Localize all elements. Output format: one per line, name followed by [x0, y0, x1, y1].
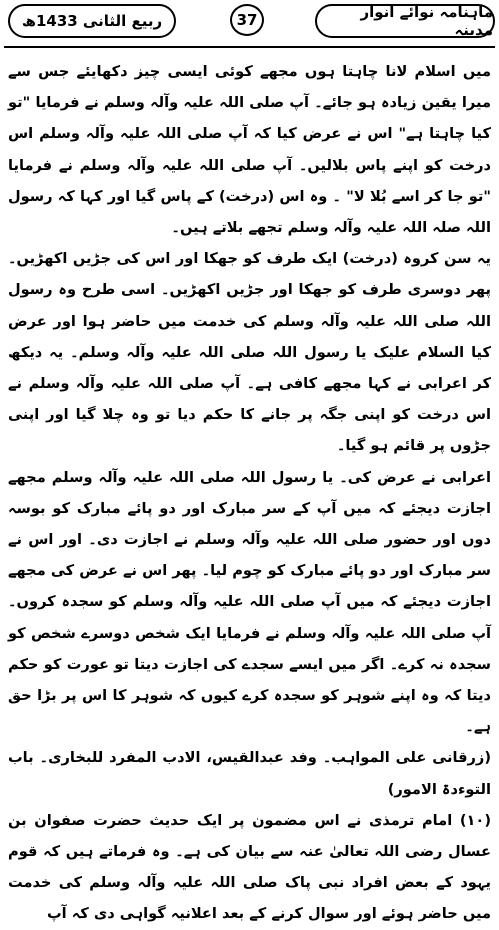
magazine-title: ماہنامہ نوائے انوار مدینہ [315, 4, 495, 38]
paragraph-2: یہ سن کروہ (درخت) ایک طرف کو جھکا اور اس کی جڑیں اکھڑیں۔ پھر دوسری طرف کو جھکا اور جڑیں اکھڑیں۔ اسی طرح وہ رسول اللہ صلی اللہ علیہ وآلہ وسلم کی خدمت میں حاضر ہوا اور عرض کیا السلام علیک یا رسول اللہ صلی اللہ علیہ وآلہ وسلم۔ یہ دیکھ کر اعرابی نے کہا مجھے کافی ہے۔ آپ صلی اللہ علیہ وآلہ وسلم نے اس درخت کو اپنی جگہ پر جانے کا حکم دیا تو وہ چلا گیا اور اپنی جڑوں پر قائم ہو گیا۔ [8, 250, 491, 455]
article-body [8, 56, 491, 930]
header-divider [4, 46, 495, 48]
paragraph-3: اعرابی نے عرض کی۔ یا رسول اللہ صلی اللہ علیہ وآلہ وسلم مجھے اجازت دیجئے کہ میں آپ کے سر مبارک اور دو پائے مبارک کو بوسہ دوں اور حضور صلی اللہ علیہ وآلہ وسلم نے اجازت دی۔ اور اس نے سر مبارک اور دو پائے مبارک کو چوم لیا۔ پھر اس نے عرض کی مجھے اجازت دیجئے کہ میں آپ صلی اللہ علیہ وآلہ وسلم کو سجدہ کروں۔ آپ صلی اللہ علیہ وآلہ وسلم نے فرمایا ایک شخص دوسرے شخص کو سجدہ نہ کرے۔ اگر میں ایسے سجدے کی اجازت دیتا تو عورت کو حکم دیتا کہ وہ اپنے شوہر کو سجدہ کرے کیوں کہ شوہر کا اس پر بڑا حق ہے۔ [8, 468, 491, 736]
page-header [0, 0, 499, 46]
page-number: 37 [230, 4, 264, 36]
citation-reference: (زرقانی علی المواہب۔ وفد عبدالقیس، الادب المفرد للبخاری۔ باب التوءدۃ الامور) [8, 749, 491, 798]
issue-date: ربیع الثانی 1433ھ [8, 4, 176, 38]
paragraph-1: میں اسلام لانا چاہتا ہوں مجھے کوئی ایسی چیز دکھایئے جس سے میرا یقین زیادہ ہو جائے۔ آپ صلی اللہ علیہ وآلہ وسلم نے فرمایا "تو کیا چاہتا ہے" اس نے عرض کیا کہ آپ صلی اللہ علیہ وآلہ وسلم اس درخت کو اپنے پاس بلالیں۔ آپ صلی اللہ علیہ وآلہ وسلم نے فرمایا "تو جا کر اسے بُلا لا" ۔ وہ اس (درخت) کے پاس گیا اور کہا کہ رسول اللہ صلہ اللہ علیہ وآلہ وسلم تجھے بلاتے ہیں۔ [8, 63, 491, 237]
paragraph-4: (۱۰) امام ترمذی نے اس مضمون پر ایک حدیث حضرت صفوان بن عسال رضی اللہ تعالیٰ عنہ سے بیان کی ہے۔ وہ فرماتے ہیں کہ قوم یہود کے بعض افراد نبی پاک صلی اللہ علیہ وآلہ وسلم کی خدمت میں حاضر ہوئے اور سوال کرنے کے بعد اعلانیہ گواہی دی کہ آپ [8, 811, 491, 923]
